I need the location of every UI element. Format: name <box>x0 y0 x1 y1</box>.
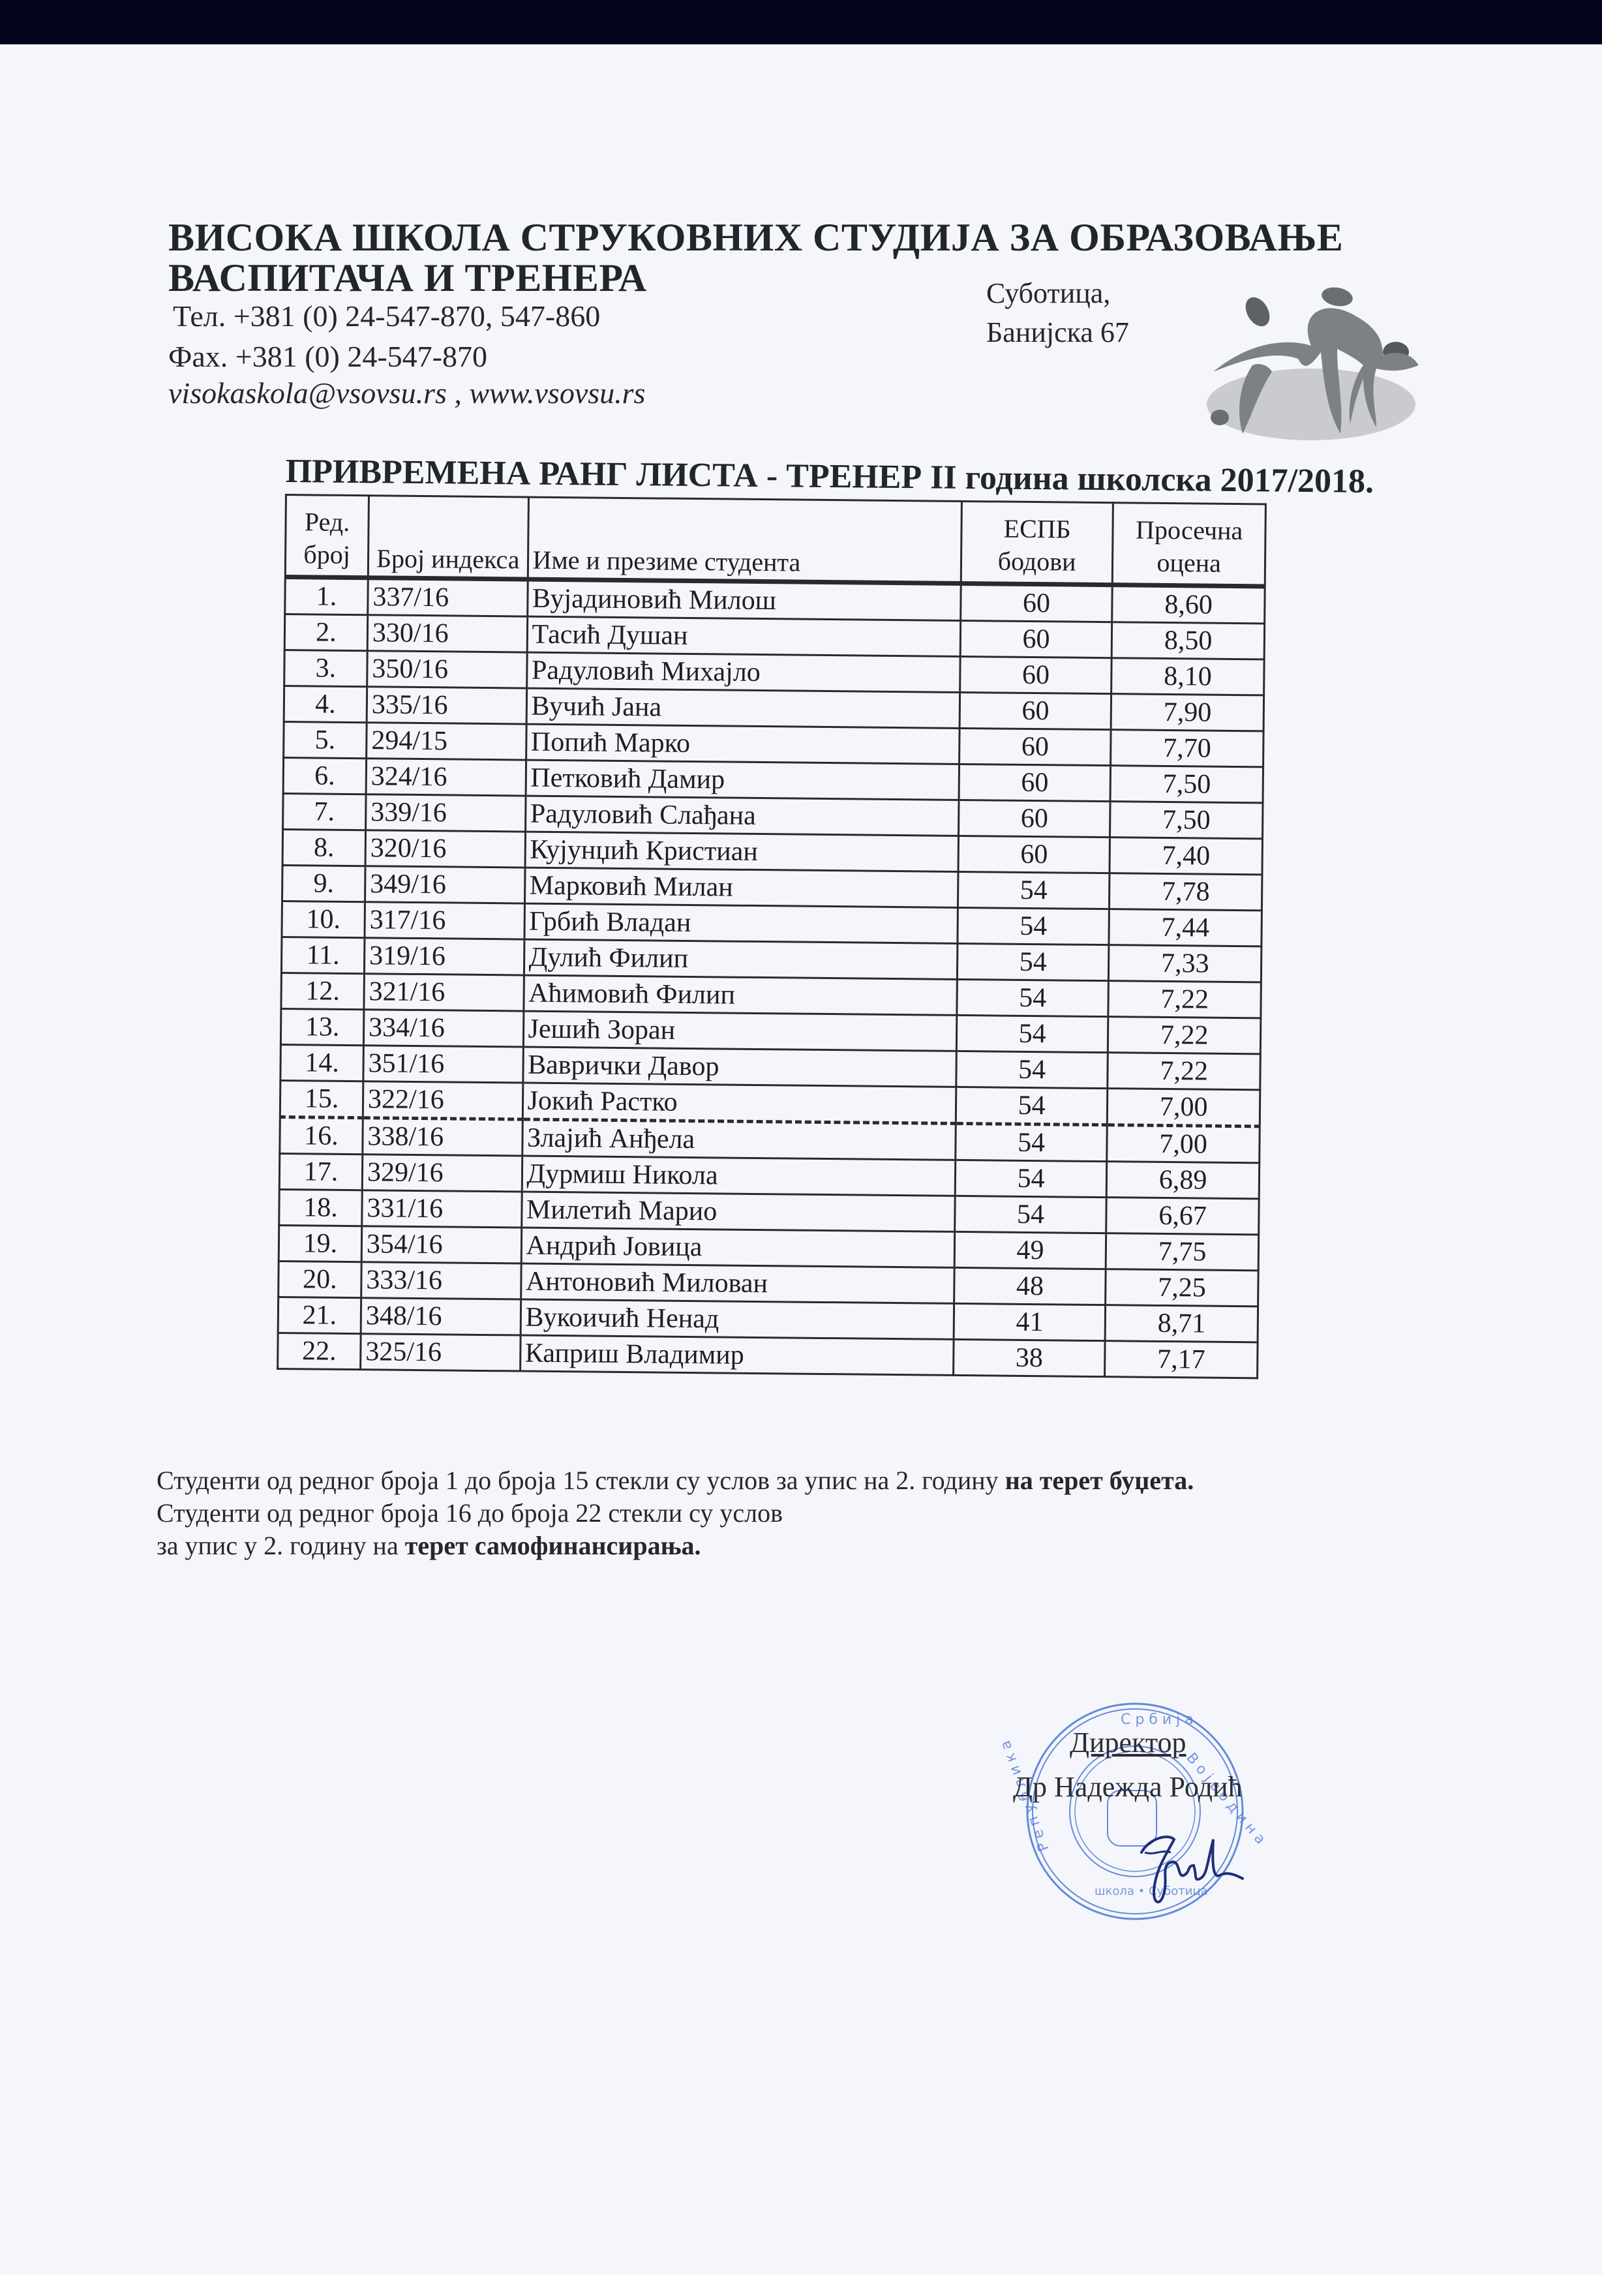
rank-cell: 22. <box>278 1333 361 1369</box>
index-cell: 319/16 <box>364 938 524 975</box>
col-header-index: Број индекса <box>368 496 528 579</box>
svg-text:В о ј в о д и н а: В о ј в о д и н а <box>1183 1749 1269 1848</box>
average-grade-cell: 6,89 <box>1107 1162 1260 1199</box>
col-header-ects <box>961 501 1113 584</box>
ects-cell: 54 <box>957 979 1109 1016</box>
student-name-cell: Кујунџић Кристиан <box>525 832 959 871</box>
student-name-cell: Јешић Зоран <box>523 1011 957 1051</box>
svg-text:Р е п у б л и к а: Р е п у б л и к а <box>997 1738 1053 1854</box>
handwritten-signature-icon <box>1122 1826 1252 1911</box>
student-name-cell: Милетић Марио <box>521 1192 955 1231</box>
student-name-cell: Вукоичић Ненад <box>521 1299 954 1339</box>
note-budget <box>157 1468 1194 1494</box>
student-name-cell: Аћимовић Филип <box>523 975 957 1015</box>
index-cell: 337/16 <box>368 578 528 616</box>
student-name-cell: Дулић Филип <box>524 939 958 979</box>
index-cell: 321/16 <box>364 974 524 1011</box>
index-cell: 294/15 <box>367 723 526 760</box>
average-grade-cell: 7,22 <box>1108 1017 1261 1054</box>
ects-cell: 54 <box>956 1123 1108 1161</box>
note-self-financed-emphasis: терет самофинансирања. <box>404 1531 701 1560</box>
index-cell: 349/16 <box>365 866 524 903</box>
index-cell: 331/16 <box>362 1190 522 1228</box>
ects-cell: 60 <box>959 728 1111 765</box>
average-grade-cell: 7,25 <box>1106 1269 1258 1307</box>
average-grade-cell: 7,22 <box>1108 981 1261 1018</box>
average-grade-cell: 7,50 <box>1110 766 1263 803</box>
note-self-financed-line1: Студенти од редног броја 16 до броја 22 стекли су услов <box>157 1498 783 1528</box>
average-grade-cell: 7,90 <box>1111 694 1263 731</box>
col-header-student-name: Име и презиме студента <box>528 497 961 583</box>
index-cell: 348/16 <box>361 1298 521 1335</box>
col-header-avg-line1: Просечна <box>1135 515 1243 546</box>
rank-cell: 9. <box>282 865 365 901</box>
col-header-rank <box>285 495 369 578</box>
col-header-rank-line1: Ред. <box>304 507 350 537</box>
average-grade-cell: 7,00 <box>1108 1089 1260 1126</box>
student-name-cell: Радуловић Михајло <box>526 652 960 692</box>
average-grade-cell: 8,50 <box>1111 622 1264 659</box>
ects-cell: 54 <box>956 1015 1108 1052</box>
index-cell: 339/16 <box>366 794 526 832</box>
index-cell: 334/16 <box>363 1010 523 1047</box>
phone-number: Тел. +381 (0) 24-547-870, 547-860 <box>173 299 601 333</box>
index-cell: 325/16 <box>361 1334 521 1371</box>
index-cell: 354/16 <box>361 1226 521 1263</box>
institution-name-line1: ВИСОКА ШКОЛА СТРУКОВНИХ СТУДИЈА ЗА ОБРАЗОВАЊЕ <box>168 216 1344 259</box>
rank-cell: 16. <box>280 1117 363 1154</box>
ects-cell: 60 <box>960 620 1112 657</box>
student-name-cell: Тасић Душан <box>527 616 961 656</box>
rank-cell: 15. <box>280 1080 363 1117</box>
note-self-financed-text: за упис у 2. годину на <box>157 1531 405 1560</box>
ects-cell: 60 <box>960 656 1111 693</box>
average-grade-cell: 8,60 <box>1112 585 1265 624</box>
average-grade-cell: 7,40 <box>1110 838 1262 875</box>
ects-cell: 48 <box>954 1267 1106 1305</box>
student-name-cell: Радуловић Слађана <box>525 796 959 836</box>
average-grade-cell: 7,75 <box>1106 1233 1258 1271</box>
average-grade-cell: 7,70 <box>1111 730 1263 767</box>
rank-cell: 18. <box>279 1189 362 1226</box>
average-grade-cell: 7,00 <box>1107 1125 1260 1163</box>
note-budget-emphasis: на терет буџета. <box>1005 1466 1194 1495</box>
index-cell: 330/16 <box>367 615 527 652</box>
ects-cell: 54 <box>958 907 1110 944</box>
ects-cell: 60 <box>961 583 1113 622</box>
average-grade-cell: 7,78 <box>1110 873 1262 911</box>
ects-cell: 60 <box>960 692 1111 729</box>
index-cell: 350/16 <box>367 651 527 688</box>
average-grade-cell: 7,33 <box>1109 945 1262 982</box>
ects-cell: 54 <box>955 1160 1107 1197</box>
average-grade-cell: 7,44 <box>1109 909 1262 946</box>
rank-cell: 19. <box>279 1225 361 1261</box>
ects-cell: 60 <box>959 764 1111 801</box>
rank-cell: 20. <box>279 1261 361 1297</box>
col-header-avg-line2: оцена <box>1156 547 1222 578</box>
signatory-title: Директор <box>1070 1727 1186 1759</box>
average-grade-cell: 8,71 <box>1105 1305 1258 1342</box>
rank-cell: 21. <box>278 1297 361 1333</box>
rank-cell: 1. <box>285 577 368 615</box>
index-cell: 317/16 <box>365 902 524 939</box>
rank-cell: 12. <box>281 973 364 1009</box>
average-grade-cell: 7,22 <box>1108 1053 1260 1090</box>
ects-cell: 54 <box>957 943 1109 980</box>
address-street: Банијска 67 <box>986 316 1129 348</box>
index-cell: 320/16 <box>365 830 525 868</box>
col-header-average-grade <box>1113 503 1266 586</box>
col-header-rank-line2: број <box>303 539 351 569</box>
scan-border <box>0 0 1602 44</box>
ects-cell: 54 <box>956 1051 1108 1088</box>
ranking-table-body <box>278 577 1265 1378</box>
index-cell: 333/16 <box>361 1262 521 1299</box>
index-cell: 324/16 <box>366 759 526 796</box>
student-name-cell: Андрић Јовица <box>521 1228 955 1267</box>
student-name-cell: Каприш Владимир <box>520 1335 954 1375</box>
student-name-cell: Грбић Владан <box>524 903 958 943</box>
rank-cell: 3. <box>284 650 367 687</box>
rank-cell: 4. <box>284 686 367 723</box>
ranking-table-container <box>277 494 1267 1379</box>
average-grade-cell: 7,17 <box>1105 1341 1258 1378</box>
student-name-cell: Вучић Јана <box>526 688 960 728</box>
rank-cell: 13. <box>280 1008 363 1045</box>
ects-cell: 38 <box>953 1339 1105 1376</box>
rank-cell: 2. <box>284 614 367 651</box>
ects-cell: 49 <box>954 1231 1106 1269</box>
student-name-cell: Дурмиш Никола <box>522 1156 956 1196</box>
student-name-cell: Петковић Дамир <box>526 760 960 800</box>
index-cell: 335/16 <box>367 687 526 724</box>
svg-text:С р б и ј а: С р б и ј а <box>1121 1712 1194 1728</box>
ects-cell: 60 <box>958 800 1110 837</box>
school-logo-icon <box>1181 274 1428 450</box>
student-name-cell: Попић Марко <box>526 724 960 764</box>
rank-cell: 11. <box>281 937 364 973</box>
col-header-ects-line1: ЕСПБ <box>1003 513 1071 544</box>
ects-cell: 41 <box>954 1303 1106 1340</box>
ranking-table <box>277 494 1267 1379</box>
student-name-cell: Ваврички Давор <box>522 1047 956 1087</box>
average-grade-cell: 6,67 <box>1106 1198 1259 1235</box>
institution-name-line2: ВАСПИТАЧА И ТРЕНЕРА <box>168 256 647 299</box>
index-cell: 322/16 <box>363 1081 522 1119</box>
ects-cell: 60 <box>958 836 1110 873</box>
ects-cell: 54 <box>958 871 1110 909</box>
signatory-name: Др Надежда Родић <box>1013 1771 1243 1803</box>
average-grade-cell: 8,10 <box>1111 658 1264 695</box>
index-cell: 351/16 <box>363 1046 523 1083</box>
index-cell: 338/16 <box>363 1118 522 1156</box>
address-city: Суботица, <box>986 277 1111 309</box>
rank-cell: 10. <box>282 901 365 937</box>
student-name-cell: Марковић Милан <box>524 868 958 907</box>
rank-cell: 8. <box>282 829 365 866</box>
fax-number: Фах. +381 (0) 24-547-870 <box>168 340 487 373</box>
contact-email-web: visokaskola@vsovsu.rs , www.vsovsu.rs <box>168 376 646 410</box>
student-name-cell: Антоновић Милован <box>521 1263 954 1303</box>
rank-cell: 14. <box>280 1044 363 1081</box>
student-name-cell: Вујадиновић Милош <box>527 579 961 620</box>
rank-cell: 5. <box>284 721 367 758</box>
document-title: ПРИВРЕМЕНА РАНГ ЛИСТА - ТРЕНЕР II година школска 2017/2018. <box>285 453 1374 501</box>
note-budget-text: Студенти од редног броја 1 до броја 15 стекли су услов за упис на 2. годину <box>157 1466 1005 1495</box>
index-cell: 329/16 <box>362 1155 522 1192</box>
col-header-ects-line2: бодови <box>997 546 1076 577</box>
table-header-row <box>285 495 1265 586</box>
ects-cell: 54 <box>956 1087 1108 1125</box>
rank-cell: 7. <box>283 793 366 830</box>
student-name-cell: Јокић Растко <box>522 1083 956 1123</box>
rank-cell: 17. <box>279 1153 362 1190</box>
ects-cell: 54 <box>955 1196 1107 1233</box>
rank-cell: 6. <box>283 757 366 794</box>
svg-text:школа • Суботица: школа • Суботица <box>1095 1884 1208 1898</box>
student-name-cell: Злајић Анђела <box>522 1119 956 1160</box>
note-self-financed-line2 <box>157 1533 701 1559</box>
average-grade-cell: 7,50 <box>1110 802 1263 839</box>
